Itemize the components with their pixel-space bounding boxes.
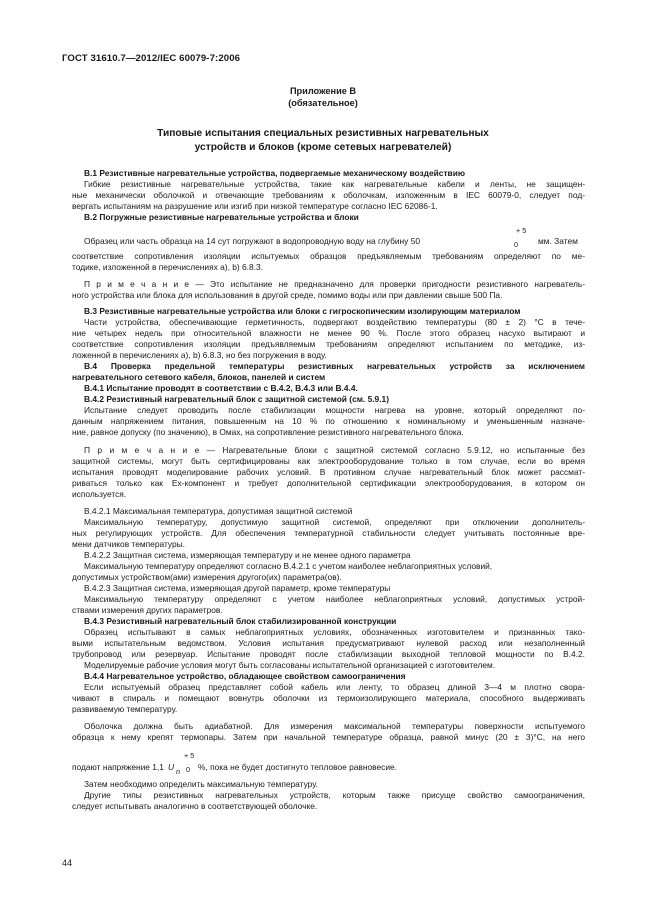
- paragraph-line: Если испытуемый образец представляет собой кабель или ленту, то образец длиной 3—4 м плотно свора-: [84, 682, 585, 692]
- paragraph-line: Образец испытывают в самых неблагоприятных условиях, обозначенных изготовителем и признанных тако-: [84, 627, 585, 637]
- paragraph-line: ложенной в перечислениях а), b) 6.8.3, но без погружения в воду.: [72, 350, 327, 360]
- paragraph-line: Образец или часть образца на 14 сут погружают в водопроводную воду на глубину 50: [84, 236, 421, 246]
- note-line: защитной системы, могут быть сертифицированы как электрооборудование только в том случае, если во время: [72, 456, 585, 466]
- section-heading-b3: В.3 Резистивные нагревательные устройства или блоки с гигроскопическим изолирующим материалом: [84, 306, 521, 316]
- paragraph-line: ствами измерения других параметров.: [72, 605, 223, 615]
- clause-heading-b422: В.4.2.2 Защитная система, измеряющая температуру и не менее одного параметра: [84, 550, 411, 560]
- paragraph-line: вергать испытаниям на разрушение или изгиб при низкой температуре согласно IEC 62086-1.: [72, 201, 438, 211]
- paragraph-line: трубопровод или резервуар. Испытание проводят после стабилизации выходной тепловой мощности по В.4.2.: [72, 649, 585, 659]
- paragraph-line: выми испытательным ведомством. Условия испытания предусматривают нулевой расход или незаполненный: [72, 638, 585, 648]
- paragraph-line: чивают в спираль и помещают вовнутрь оболочки из термоизолирующего материала, способного выдерживать: [72, 693, 585, 703]
- paragraph-line: Части устройства, обеспечивающие герметичность, подвергают воздействию температуры (80 ± 2) °С в тече-: [84, 317, 585, 327]
- paragraph-line: данным напряжением питания, повышенным на 10 % по отношению к номинальному и уменьшенным назначе-: [72, 416, 585, 426]
- paragraph-line: тодике, изложенной в перечислениях а), b) 6.8.3.: [72, 262, 263, 272]
- paragraph-line: развиваемую температуру.: [72, 704, 178, 714]
- paragraph-line: Максимальную температуру определяют с учетом наиболее неблагоприятных условий, допустимых устрой-: [84, 594, 585, 604]
- paragraph-line: Максимальную температуру определяют согласно В.4.2.1 с учетом наиболее неблагоприятных условий,: [84, 561, 493, 571]
- paragraph-line: Максимальную температуру, допустимую защитной системой, определяют при отключении дополнитель-: [84, 517, 585, 527]
- subsection-heading-b42: В.4.2 Резистивный нагревательный блок с защитной системой (см. 5.9.1): [84, 394, 389, 404]
- tolerance-plus: + 5: [184, 751, 195, 760]
- note-line: П р и м е ч а н и е — Это испытание не предназначено для проверки пригодности резистивного нагреватель-: [84, 279, 585, 289]
- clause-heading-b423: В.4.2.3 Защитная система, измеряющая другой параметр, кроме температуры: [84, 583, 391, 593]
- paragraph-line: следует испытывать аналогично в соответствующей оболочке.: [72, 801, 318, 811]
- paragraph-line: подают напряжение 1,1: [72, 762, 164, 772]
- section-heading-b1: В.1 Резистивные нагревательные устройства, подвергаемые механическому воздействию: [84, 168, 465, 178]
- paragraph-line: Гибкие резистивные нагревательные устройства, такие как нагревательные кабели и ленты, не защищен-: [84, 179, 585, 189]
- main-title-line-2: устройств и блоков (кроме сетевых нагревателей): [194, 142, 452, 153]
- clause-heading-b421: В.4.2.1 Максимальная температура, допустимая защитной системой: [84, 506, 353, 516]
- subsection-heading-b43: В.4.3 Резистивный нагревательный блок стабилизированной конструкции: [84, 616, 397, 626]
- paragraph-line: Другие типы резистивных нагревательных устройств, которым также присуще свойство самоограничения,: [84, 790, 585, 800]
- paragraph-line: мени датчиков температуры.: [72, 539, 185, 549]
- voltage-subscript: n: [176, 767, 180, 776]
- subsection-heading-b44: В.4.4 Нагревательное устройство, обладающее свойством самоограничения: [84, 671, 406, 681]
- paragraph-line: соответствие сопротивления изоляции испытуемых образцов предъявляемым требованиям определяют по ме-: [72, 251, 585, 261]
- subsection-heading-b41: В.4.1 Испытание проводят в соответствии с В.4.2, В.4.3 или В.4.4.: [84, 383, 358, 393]
- note-line: используется.: [72, 489, 127, 499]
- appendix-label: Приложение В: [289, 86, 357, 96]
- paragraph-line: ние четырех недель при относительной влажности не менее 90 %. После этого образец насухо вытирают и: [72, 328, 585, 338]
- paragraph-line: ные механически оболочкой и отвечающие требованиям к оболочкам, изложенным в IEC 60079-0, следует под-: [72, 190, 585, 200]
- voltage-symbol: U: [168, 762, 175, 772]
- tolerance-zero: 0: [514, 240, 518, 249]
- note-line: испытания проводят моделирование рабочих условий. В противном случае нагревательный блок может рассмат-: [72, 467, 585, 477]
- paragraph-line: ных регулирующих устройств. Для обеспечения температурной стабильности следует учитывать постоянные вре-: [72, 528, 585, 538]
- main-title-line-1: Типовые испытания специальных резистивных нагревательных: [157, 128, 489, 139]
- paragraph-line: Затем необходимо определить максимальную температуру.: [84, 779, 318, 789]
- note-line: ного устройства или блока для использования в другой среде, помимо воды или при давлении свыше 500 Па.: [72, 290, 503, 300]
- tolerance-plus: + 5: [516, 226, 527, 235]
- paragraph-line: образца к нему крепят термопары. Затем при начальной температуре образца, равной минус (20 ± 3)°С, на него: [72, 732, 585, 742]
- paragraph-line: ние, равное допуску (по значению), в Омах, на сопротивление резистивного нагревательного блока.: [72, 427, 464, 437]
- paragraph-line: Испытание следует проводить после стабилизации мощности нагрева на уровне, который определяют по-: [84, 405, 585, 415]
- page-number: 44: [62, 858, 73, 868]
- paragraph-line: Моделируемые рабочие условия могут быть согласованы испытательной организацией с изготовителем.: [84, 660, 496, 670]
- paragraph-line-end: %, пока не будет достигнуто тепловое равновесие.: [198, 762, 398, 772]
- paragraph-line: соответствие сопротивления изоляции предъявляемым требованиям определяют испытанием по методике, из-: [72, 339, 585, 349]
- note-line: П р и м е ч а н и е — Нагревательные блоки с защитной системой согласно 5.9.12, но испытанные без: [84, 445, 585, 455]
- section-heading-b4-cont: нагревательного сетевого кабеля, блоков, панелей и систем: [72, 372, 326, 382]
- appendix-status: (обязательное): [288, 98, 358, 108]
- standard-header: ГОСТ 31610.7—2012/IEC 60079-7:2006: [62, 53, 241, 64]
- paragraph-line: допустимых устройством(ами) измерения другого(их) параметра(ов).: [72, 572, 342, 582]
- section-heading-b2: В.2 Погружные резистивные нагревательные устройства и блоки: [84, 212, 359, 222]
- section-heading-b4: В.4 Проверка предельной температуры резистивных нагревательных устройств за исключением: [84, 361, 585, 371]
- tolerance-zero: 0: [186, 765, 190, 774]
- note-line: риваться только как Ex-компонент и требует дополнительной сертификации электрооборудования, в котором он: [72, 478, 585, 488]
- paragraph-line: Оболочка должна быть адиабатной. Для измерения максимальной температуры поверхности испытуемого: [84, 721, 585, 731]
- paragraph-line-end: мм. Затем: [538, 236, 578, 246]
